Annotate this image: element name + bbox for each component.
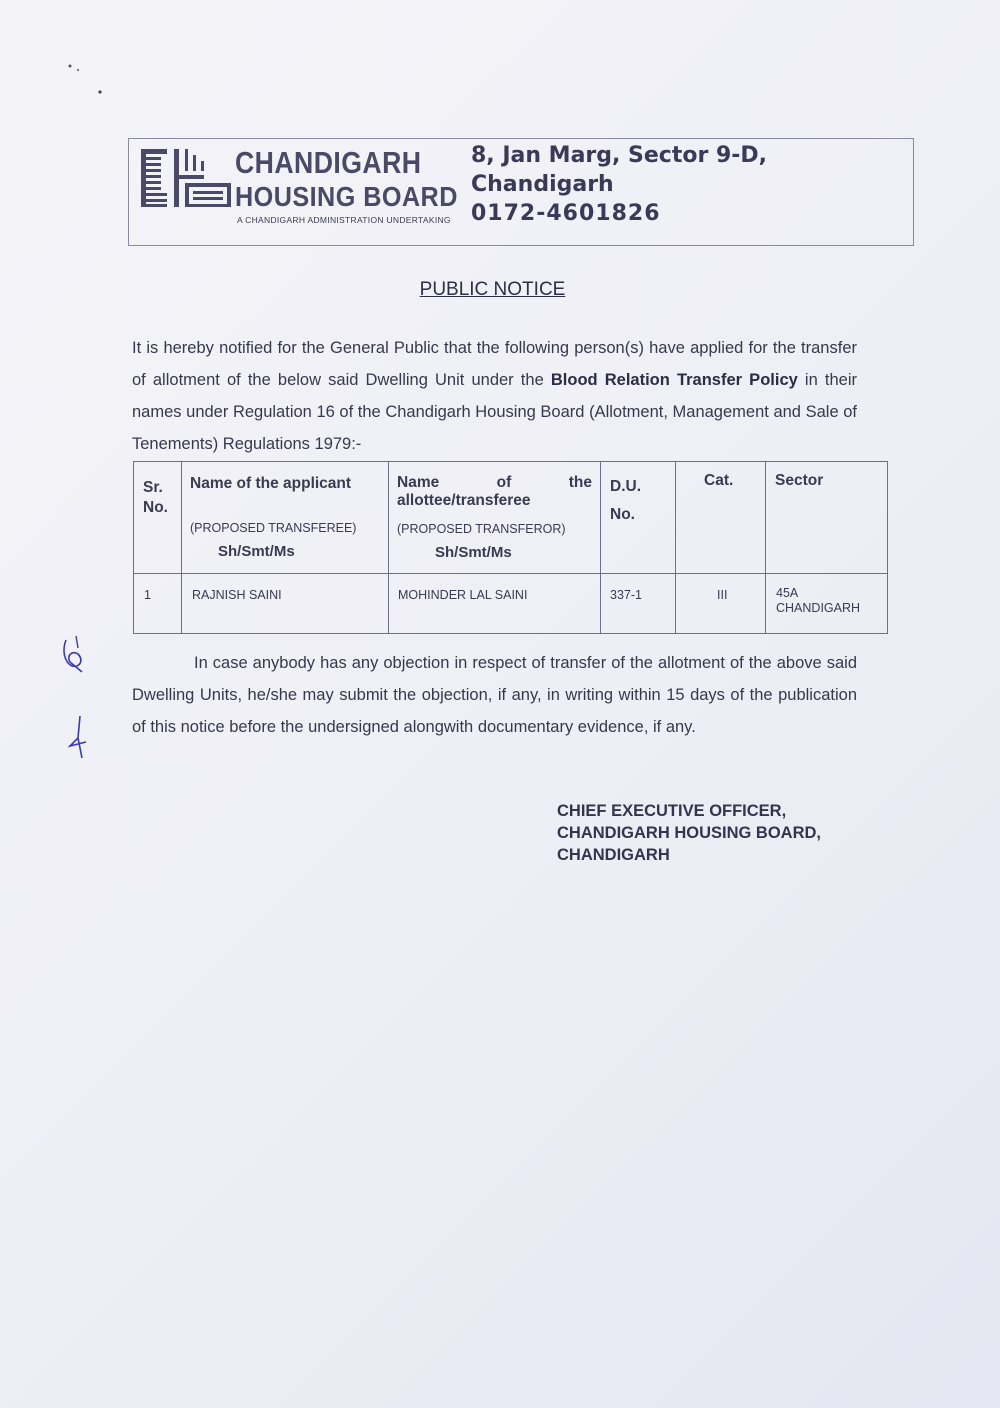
cell-sector-line2: CHANDIGARH xyxy=(776,601,861,615)
intro-text-part1: It is hereby notified for the General Public that the following person(s) have applied for the transfer of allotment of the below said Dwelling Unit under the xyxy=(132,339,857,389)
notice-title: PUBLIC NOTICE xyxy=(419,279,566,300)
phone-number: 0172-4601826 xyxy=(471,201,661,226)
cell-cat: III xyxy=(676,574,766,634)
header-du-line2: No. xyxy=(610,506,635,523)
header-applicant-sub: (PROPOSED TRANSFEREE) xyxy=(190,521,357,535)
header-applicant xyxy=(182,462,389,574)
cell-allottee: MOHINDER LAL SAINI xyxy=(389,574,601,634)
header-sr-line1: Sr. xyxy=(143,479,163,496)
intro-paragraph xyxy=(132,332,857,460)
header-allottee-sub: (PROPOSED TRANSFEROR) xyxy=(397,522,566,536)
header-sector xyxy=(766,462,888,574)
chb-logo-icon xyxy=(141,149,233,211)
header-sector-label: Sector xyxy=(775,472,824,489)
handwritten-initials-mark xyxy=(58,632,92,676)
header-allottee-line2: allottee/transferee xyxy=(397,492,531,509)
intro-text-part2: in their names under Regulation 16 of the Chandigarh Housing Board (Allotment, Management and Sale of Tenements) Regulations 1979:- xyxy=(132,371,857,453)
header-sr-line2: No. xyxy=(143,499,168,516)
header-allottee-salutation: Sh/Smt/Ms xyxy=(435,544,512,561)
cell-sector-line1: 45A xyxy=(776,586,799,600)
header-allottee-word3: the xyxy=(568,474,592,491)
handwritten-tick-mark xyxy=(64,712,94,762)
header-cat xyxy=(676,462,766,574)
header-allottee-word2: of xyxy=(496,474,512,491)
table-header-row xyxy=(134,462,888,574)
cell-applicant: RAJNISH SAINI xyxy=(182,574,389,634)
cell-du-no: 337-1 xyxy=(601,574,676,634)
policy-name: Blood Relation Transfer Policy xyxy=(550,371,798,389)
header-applicant-salutation: Sh/Smt/Ms xyxy=(218,543,295,560)
objection-paragraph: In case anybody has any objection in respect of transfer of the allotment of the above said Dwelling Units, he/she may submit the objection, if any, in writing within 15 days of the publication of this notice before the undersigned alongwith documentary evidence, if any. xyxy=(132,654,857,736)
org-name-line2: HOUSING BOARD xyxy=(235,181,458,212)
header-du-line1: D.U. xyxy=(610,478,641,495)
header-cat-label: Cat. xyxy=(704,472,734,489)
signatory-place: CHANDIGARH xyxy=(557,846,670,864)
address-line2: Chandigarh xyxy=(471,172,614,197)
signatory-org: CHANDIGARH HOUSING BOARD, xyxy=(557,824,821,842)
address-line1: 8, Jan Marg, Sector 9-D, xyxy=(471,143,768,168)
cell-sector xyxy=(766,574,888,634)
org-name-line1: CHANDIGARH xyxy=(235,145,422,180)
signature-block xyxy=(557,800,821,866)
cell-sr: 1 xyxy=(134,574,182,634)
transfer-table xyxy=(133,461,888,634)
header-allottee xyxy=(389,462,601,574)
header-allottee-word1: Name xyxy=(397,474,440,491)
header-applicant-label: Name of the applicant xyxy=(190,475,352,492)
specks-decoration xyxy=(66,60,106,100)
letterhead xyxy=(128,138,914,246)
table-row xyxy=(134,574,888,634)
org-tagline: A CHANDIGARH ADMINISTRATION UNDERTAKING xyxy=(237,215,451,225)
header-sr-no xyxy=(134,462,182,574)
signatory-title: CHIEF EXECUTIVE OFFICER, xyxy=(557,802,787,820)
header-du-no xyxy=(601,462,676,574)
